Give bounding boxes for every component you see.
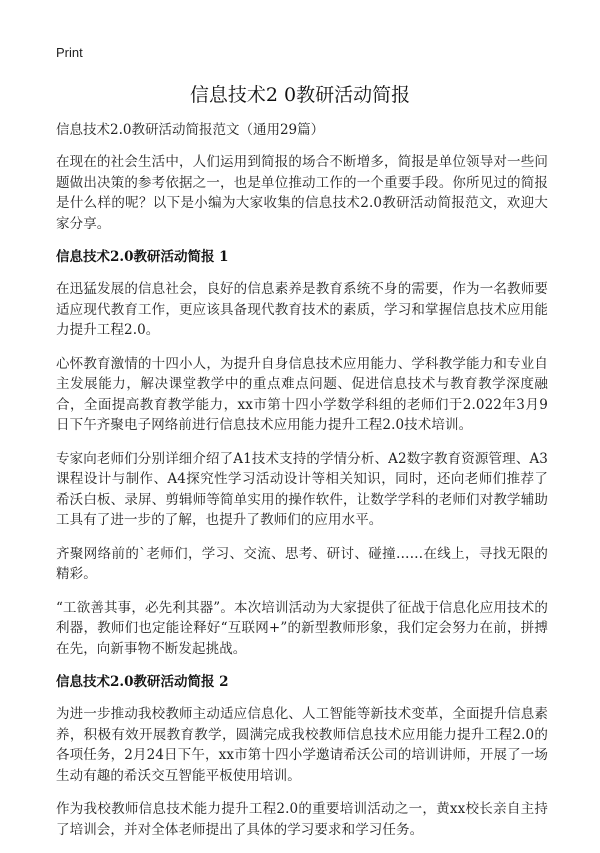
section-paragraph: 在迅猛发展的信息社会，良好的信息素养是教育系统不身的需要，作为一名教师要适应现代教育工作，更应该具备现代教育技术的素质，学习和掌握信息技术应用能力提升工程2.0。 — [56, 281, 548, 338]
section-paragraph: 心怀教育激情的十四小人，为提升自身信息技术应用能力、学科教学能力和专业自主发展能力，解决课堂教学中的重点难点问题、促进信息技术与教育教学深度融合，全面提高教育教学能力，xx市第十四小学数学科组的老师们于2.022年3月9日下午齐聚电子网络前进行信息技术应用能力提升工程2.0技术培训。 — [56, 355, 548, 433]
section-paragraph: 专家向老师们分别详细介绍了A1技术支持的学情分析、A2数字教育资源管理、A3课程设计与制作、A4探究性学习活动设计等相关知识，同时，还向老师们推荐了希沃白板、录屏、剪辑师等简单实用的操作软件，让数学学科的老师们对教学辅助工具有了进一步的了解，也提升了教师们的应用水平。 — [56, 450, 548, 528]
section-paragraph: “工欲善其事，必先利其器”。本次培训活动为大家提供了征战于信息化应用技术的利器，教师们也定能诠释好“互联网+”的新型教师形象，我们定会努力在前，拼搏在先，向新事物不断发起挑战。 — [56, 599, 548, 657]
section-paragraph: 为进一步推动我校教师主动适应信息化、人工智能等新技术变革，全面提升信息素养，积极有效开展教育教学，圆满完成我校教师信息技术应用能力提升工程2.0的各项任务，2月24日下午，xx市第十四小学邀请希沃公司的培训讲师，开展了一场生动有趣的希沃交互智能平板使用培训。 — [56, 706, 548, 784]
intro-paragraph: 在现在的社会生活中，人们运用到简报的场合不断增多，简报是单位领导对一些问题做出决策的参考依据之一，也是单位推动工作的一个重要手段。你所见过的简报是什么样的呢？以下是小编为大家收集的信息技术2.0教研活动简报范文，欢迎大家分享。 — [56, 154, 548, 232]
section-paragraph: 作为我校教师信息技术能力提升工程2.0的重要培训活动之一，黄xx校长亲自主持了培训会，并对全体老师提出了具体的学习要求和学习任务。 — [56, 801, 548, 838]
section-paragraph: 齐聚网络前的`老师们，学习、交流、思考、研讨、碰撞……在线上，寻找无限的精彩。 — [56, 545, 548, 582]
section-heading: 信息技术2.0教研活动简报 1 — [56, 249, 229, 265]
section-heading: 信息技术2.0教研活动简报 2 — [56, 674, 229, 690]
document-body — [56, 120, 548, 853]
document-subtitle: 信息技术2.0教研活动简报范文（通用29篇） — [56, 122, 325, 138]
page-title: 信息技术2 0教研活动简报 — [189, 84, 411, 106]
print-link[interactable]: Print — [56, 45, 83, 60]
